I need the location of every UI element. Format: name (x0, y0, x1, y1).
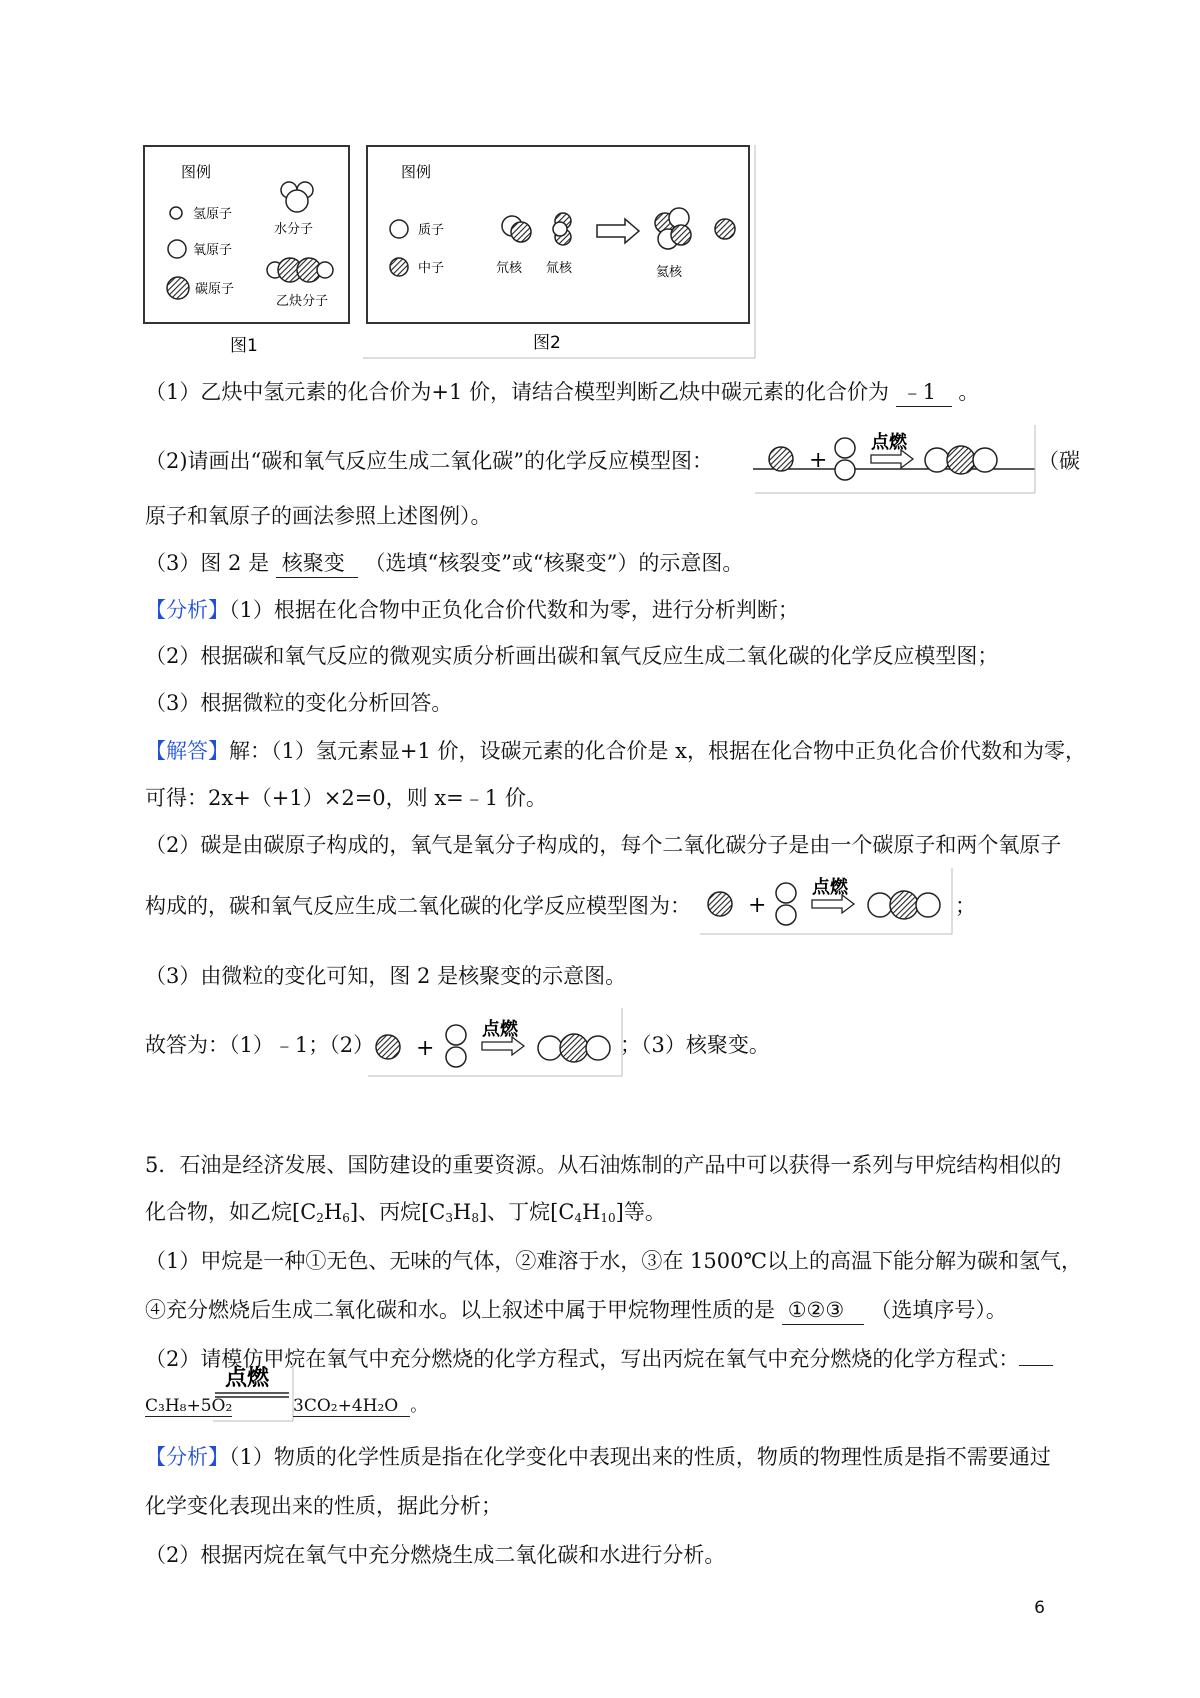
neutron-icon (390, 258, 408, 276)
q4-part2-line2: 原子和氧原子的画法参照上述图例）。 (145, 504, 492, 528)
ignite-label: 点燃 (225, 1366, 270, 1391)
q4-final-reaction-model (368, 1008, 628, 1080)
q4-solution-2b-end: ； (955, 894, 976, 918)
q4-part3: （3）图 2 是 核聚变 （选填“核裂变”或“核聚变”）的示意图。 (145, 549, 743, 578)
q4-part3-answer: 核聚变 (276, 549, 358, 578)
equation-condition (213, 1363, 295, 1423)
answer-tag: 【解答】 (145, 739, 229, 763)
figure1-item-carbon: 碳原子 (195, 282, 235, 297)
figure1-item-hydrogen: 氢原子 (193, 207, 233, 222)
ignite-label: 点燃 (482, 1019, 518, 1040)
equation-left: C₃H₈+5O₂ (145, 1396, 233, 1416)
q4-analysis-1: 【分析】（1）根据在化合物中正负化合价代数和为零，进行分析判断； (145, 598, 799, 622)
q4-part1-answer: ﹣1 (896, 378, 952, 407)
analysis-tag: 【分析】 (145, 598, 229, 622)
q5-part2: （2）请模仿甲烷在氧气中充分燃烧的化学方程式，写出丙烷在氧气中充分燃烧的化学方程式： (145, 1345, 1053, 1373)
figure2-item-proton: 质子 (418, 223, 445, 238)
figure2-caption: 图2 (533, 333, 561, 353)
q5-part1-a: （1）甲烷是一种①无色、无味的气体，②难溶于水，③在 1500℃以上的高温下能分解为碳和氢气， (145, 1249, 1082, 1273)
figure1-molecule-acetylene: 乙炔分子 (276, 294, 329, 309)
carbon-atom-icon (167, 277, 189, 299)
q5-equation-right: 3CO₂+4H₂O 。 (293, 1396, 428, 1416)
water-molecule-icon (281, 182, 313, 212)
q4-part2-reaction-model (753, 425, 1043, 495)
figure1-legend-title: 图例 (181, 163, 212, 181)
reaction-arrow-icon (597, 219, 639, 243)
q4-solution-2: （2）碳是由碳原子构成的，氧气是氧分子构成的，每个二氧化碳分子是由一个碳原子和两个氧原子 (145, 833, 1062, 857)
q4-part2-suffix: （碳 (1038, 449, 1080, 473)
q4-solution-1b: 可得：2x+（+1）×2=0，则 x=﹣1 价。 (145, 786, 547, 810)
acetylene-molecule-icon (267, 258, 333, 282)
q5-analysis-1: 【分析】（1）物质的化学性质是指在化学变化中表现出来的性质，物质的物理性质是指不需要通过 (145, 1445, 1051, 1469)
q5-analysis-2: （2）根据丙烷在氧气中充分燃烧生成二氧化碳和水进行分析。 (145, 1543, 726, 1567)
figure2-nucleus-helium: 氦核 (656, 265, 683, 280)
q5-part1-answer: ①②③ (782, 1296, 864, 1325)
q4-analysis-3: （3）根据微粒的变化分析回答。 (145, 691, 453, 715)
q4-final-suffix: ；（3）核聚变。 (620, 1033, 770, 1057)
figure2-item-neutron: 中子 (418, 261, 445, 276)
figure-2 (363, 145, 758, 360)
q5-intro-1: 5．石油是经济发展、国防建设的重要资源。从石油炼制的产品中可以获得一系列与甲烷结构相似的 (145, 1153, 1062, 1177)
figure-1 (143, 145, 358, 360)
ignite-label: 点燃 (812, 877, 848, 898)
deuterium-nucleus-icon (502, 216, 531, 242)
svg-text:+: + (748, 893, 767, 918)
q4-solution-reaction-model (700, 868, 960, 938)
q4-solution-2b: 构成的，碳和氧气反应生成二氧化碳的化学反应模型图为： (145, 894, 691, 918)
proton-icon (390, 220, 408, 238)
svg-text:+: + (809, 448, 828, 473)
figure2-legend-title: 图例 (401, 163, 432, 181)
figure1-caption: 图1 (230, 336, 258, 356)
oxygen-atom-icon (168, 240, 186, 258)
page-number: 6 (1034, 1598, 1045, 1618)
analysis-tag: 【分析】 (145, 1445, 229, 1469)
q4-part1: （1）乙炔中氢元素的化合价为+1 价，请结合模型判断乙炔中碳元素的化合价为 ﹣1 。 (145, 378, 979, 407)
equation-right: 3CO₂+4H₂O (293, 1396, 410, 1417)
q4-solution-1: 【解答】解：（1）氢元素显+1 价，设碳元素的化合价是 x，根据在化合物中正负化合价代数和为零， (145, 739, 1087, 763)
figure2-nucleus-tritium: 氚核 (546, 261, 573, 276)
ignite-label: 点燃 (871, 432, 907, 453)
released-neutron-icon (715, 219, 735, 239)
q4-analysis-2: （2）根据碳和氧气反应的微观实质分析画出碳和氧气反应生成二氧化碳的化学反应模型图； (145, 644, 999, 668)
figure1-molecule-water: 水分子 (274, 222, 314, 237)
tritium-nucleus-icon (553, 213, 571, 245)
hydrogen-atom-icon (170, 207, 182, 219)
svg-text:+: + (416, 1036, 435, 1061)
q5-part1-b: ④充分燃烧后生成二氧化碳和水。以上叙述中属于甲烷物理性质的是 ①②③ （选填序号）。 (145, 1296, 1007, 1325)
q4-part2: （2)请画出“碳和氧气反应生成二氧化碳”的化学反应模型图： (145, 449, 714, 473)
q5-intro-2: 化合物，如乙烷$[C_2H_6]$、丙烷$[C_3H_8]$、丁烷$[C_4H_{10}]$等。 (145, 1200, 666, 1225)
helium-nucleus-icon (655, 208, 691, 249)
q4-solution-3: （3）由微粒的变化可知，图 2 是核聚变的示意图。 (145, 964, 627, 988)
q5-analysis-1b: 化学变化表现出来的性质，据此分析； (145, 1494, 502, 1518)
q4-final: 故答为：（1）﹣1；（2） (145, 1033, 375, 1057)
figure2-nucleus-deuterium: 氘核 (496, 261, 523, 276)
figure1-item-oxygen: 氧原子 (193, 243, 233, 258)
